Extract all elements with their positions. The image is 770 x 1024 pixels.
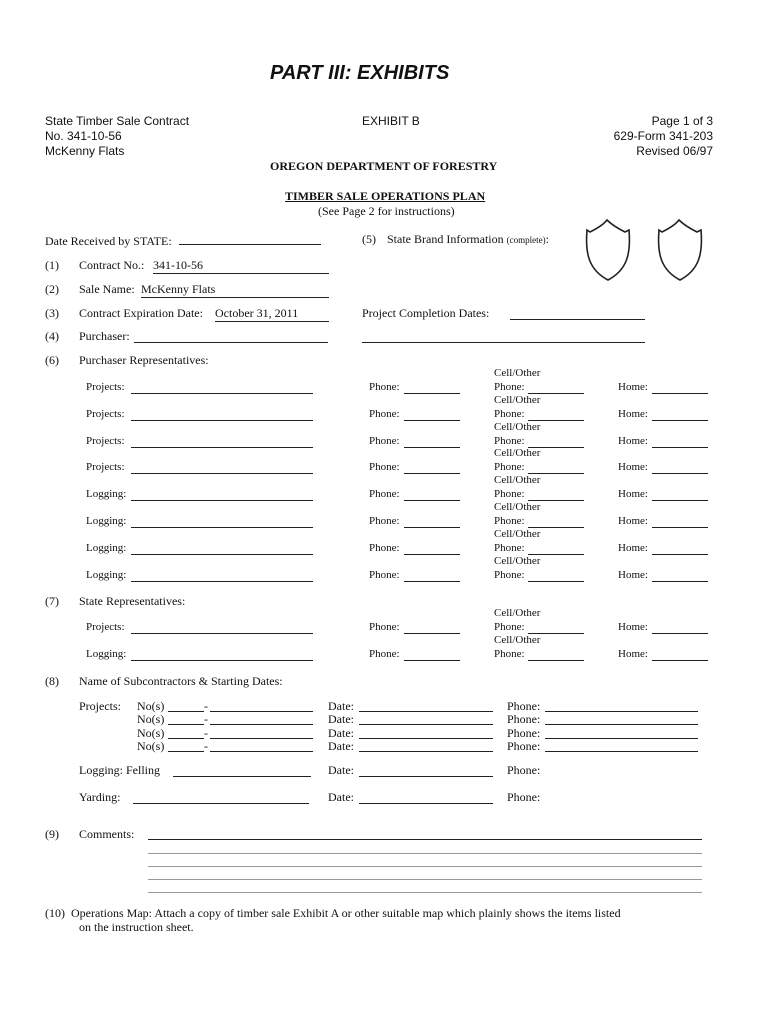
plan-subtitle: (See Page 2 for instructions)	[318, 204, 455, 218]
cell-label: Cell/Other	[494, 393, 541, 406]
item8-row	[45, 674, 283, 689]
start-date-field[interactable]	[359, 713, 493, 725]
home-label: Home:	[618, 461, 648, 474]
item2-label: Sale Name:	[79, 282, 135, 296]
nos-label: No(s)	[137, 699, 165, 713]
felling-date-label: Date:	[328, 763, 354, 777]
item3-label: Contract Expiration Date:	[79, 306, 203, 320]
nos-field[interactable]	[168, 740, 204, 752]
item3-row	[45, 306, 299, 321]
item-number: (8)	[45, 674, 59, 688]
cell-label: Cell/Other	[494, 420, 541, 433]
nos-field[interactable]	[168, 713, 204, 725]
phone-field[interactable]	[404, 543, 460, 555]
header-left	[45, 114, 189, 159]
item2-row	[45, 282, 216, 297]
start-date-field[interactable]	[359, 740, 493, 752]
form-number: 629-Form 341-203	[613, 129, 713, 143]
dash-separator: -	[204, 738, 208, 753]
phone-label: Phone:	[369, 621, 400, 633]
rep-type-label: Logging:	[86, 648, 127, 660]
cell-label: Cell/Other	[494, 554, 541, 567]
rep-name-field[interactable]	[131, 543, 313, 555]
logging-label: Logging:	[79, 763, 123, 777]
home-label: Home:	[618, 541, 648, 554]
item-number: (10)	[45, 906, 65, 920]
rep-name-field[interactable]	[131, 409, 313, 421]
subcontractor-phone-field[interactable]	[545, 727, 698, 739]
home-label: Home:	[618, 381, 648, 393]
rep-type-label: Logging:	[86, 515, 127, 527]
date-label: Date:	[328, 699, 354, 713]
phone-field[interactable]	[404, 489, 460, 501]
cell-phone-field[interactable]	[528, 409, 584, 421]
cell-label: Cell/Other	[494, 501, 541, 513]
comments-line[interactable]	[148, 866, 702, 867]
home-phone-field[interactable]	[652, 462, 708, 474]
dash-separator: -	[204, 712, 208, 727]
cell-phone-field[interactable]	[528, 543, 584, 555]
item-number: (1)	[45, 258, 59, 272]
date-label: Date:	[328, 712, 354, 727]
cell-phone-field[interactable]	[528, 489, 584, 501]
home-label: Home:	[618, 488, 648, 501]
date-received-row	[45, 232, 321, 249]
start-date-field[interactable]	[359, 700, 493, 712]
nos-field[interactable]	[168, 700, 204, 712]
department-name: OREGON DEPARTMENT OF FORESTRY	[270, 159, 498, 173]
date-received-label: Date Received by STATE:	[45, 234, 172, 248]
item5-label: State Brand Information	[387, 232, 504, 246]
sale-name-field[interactable]: McKenny Flats	[141, 282, 329, 298]
item5-row	[362, 232, 549, 247]
phone-label: Phone:	[369, 515, 400, 527]
cell-label: Cell/Other	[494, 527, 541, 540]
cell-phone-label: Phone:	[494, 648, 525, 660]
item6-label: Purchaser Representatives:	[79, 353, 209, 367]
project-completion-field-2[interactable]	[362, 330, 645, 343]
felling-phone-label: Phone:	[507, 763, 541, 777]
phone-field[interactable]	[404, 649, 460, 661]
home-phone-field[interactable]	[652, 382, 708, 394]
subcontractor-name-field[interactable]	[210, 727, 313, 739]
cell-label: Cell/Other	[494, 447, 541, 460]
plan-title: TIMBER SALE OPERATIONS PLAN	[285, 189, 486, 203]
home-label: Home:	[618, 515, 648, 527]
subcontractor-phone-field[interactable]	[545, 700, 698, 712]
item7-label: State Representatives:	[79, 594, 186, 608]
cell-phone-field[interactable]	[528, 382, 584, 394]
phone-label: Phone:	[369, 648, 400, 660]
cell-phone-label: Phone:	[494, 381, 525, 393]
cell-phone-label: Phone:	[494, 515, 525, 527]
item-number: (5)	[362, 232, 376, 246]
comments-line[interactable]	[148, 892, 702, 893]
exhibit-label: EXHIBIT B	[362, 114, 420, 128]
cell-label: Cell/Other	[494, 634, 541, 646]
dash-separator: -	[204, 699, 208, 713]
shield-icon	[587, 220, 630, 280]
start-date-field[interactable]	[359, 727, 493, 739]
home-label: Home:	[618, 407, 648, 420]
phone-field[interactable]	[404, 382, 460, 394]
phone-label: Phone:	[369, 461, 400, 474]
rep-type-label: Projects:	[86, 434, 125, 447]
nos-label: No(s)	[137, 712, 165, 727]
rep-name-field[interactable]	[131, 649, 313, 661]
item-number: (4)	[45, 329, 59, 343]
phone-field[interactable]	[404, 570, 460, 582]
purchaser-field[interactable]	[134, 330, 328, 343]
phone-field[interactable]	[404, 622, 460, 634]
home-phone-field[interactable]	[652, 649, 708, 661]
rep-name-field[interactable]	[131, 436, 313, 448]
home-phone-field[interactable]	[652, 543, 708, 555]
subcontractor-phone-field[interactable]	[545, 713, 698, 725]
yarding-phone-label: Phone:	[507, 790, 541, 804]
date-label: Date:	[328, 738, 354, 753]
cell-phone-label: Phone:	[494, 461, 525, 474]
phone-field[interactable]	[404, 462, 460, 474]
item10-row	[45, 906, 621, 934]
subcontractor-name-field[interactable]	[210, 713, 313, 725]
rep-type-label: Logging:	[86, 541, 127, 554]
nos-field[interactable]	[168, 727, 204, 739]
home-label: Home:	[618, 621, 648, 633]
header-right	[614, 114, 713, 159]
contract-no-field[interactable]: 341-10-56	[153, 258, 329, 274]
subcontractor-name-field[interactable]	[210, 740, 313, 752]
comments-line[interactable]	[148, 879, 702, 880]
date-received-field[interactable]	[179, 232, 321, 245]
phone-label: Phone:	[507, 738, 541, 753]
yarding-date-field[interactable]	[359, 791, 493, 804]
rep-name-field[interactable]	[131, 570, 313, 582]
item9-label: Comments:	[79, 827, 135, 841]
item-number: (2)	[45, 282, 59, 296]
item10-text: Operations Map: Attach a copy of timber sale Exhibit A or other suitable map which plainly shows the items listed	[71, 906, 621, 920]
item4-row	[45, 329, 130, 344]
cell-phone-field[interactable]	[528, 649, 584, 661]
comments-line[interactable]	[148, 839, 702, 840]
rep-type-label: Logging:	[86, 568, 127, 581]
date-label: Date:	[328, 725, 354, 740]
yarding-field[interactable]	[133, 791, 309, 804]
cell-phone-label: Phone:	[494, 434, 525, 447]
phone-field[interactable]	[404, 516, 460, 528]
shield-icon	[659, 220, 702, 280]
phone-label: Phone:	[369, 434, 400, 447]
phone-label: Phone:	[507, 725, 541, 740]
cell-phone-field[interactable]	[528, 570, 584, 582]
nos-label: No(s)	[137, 738, 165, 753]
item10-text-cont: on the instruction sheet.	[79, 920, 194, 934]
phone-label: Phone:	[507, 712, 541, 727]
cell-label: Cell/Other	[494, 367, 541, 379]
rep-name-field[interactable]	[131, 489, 313, 501]
comments-line[interactable]	[148, 853, 702, 854]
cell-phone-label: Phone:	[494, 407, 525, 420]
rep-name-field[interactable]	[131, 462, 313, 474]
subcontractor-phone-field[interactable]	[545, 740, 698, 752]
cell-phone-field[interactable]	[528, 462, 584, 474]
item5-colon: :	[545, 232, 549, 246]
cell-phone-label: Phone:	[494, 621, 525, 633]
felling-date-field[interactable]	[359, 764, 493, 777]
rep-type-label: Projects:	[86, 621, 125, 633]
rep-type-label: Logging:	[86, 488, 127, 501]
phone-label: Phone:	[369, 541, 400, 554]
phone-label: Phone:	[507, 699, 541, 713]
phone-field[interactable]	[404, 436, 460, 448]
felling-field[interactable]	[173, 764, 311, 777]
contract-type: State Timber Sale Contract	[45, 114, 190, 128]
yarding-date-label: Date:	[328, 790, 354, 804]
home-label: Home:	[618, 434, 648, 447]
phone-label: Phone:	[369, 488, 400, 501]
cell-phone-field[interactable]	[528, 516, 584, 528]
page-number: Page 1 of 3	[651, 114, 713, 128]
item4-label: Purchaser:	[79, 329, 130, 343]
page-title: PART III: EXHIBITS	[270, 62, 450, 84]
rep-name-field[interactable]	[131, 516, 313, 528]
expiration-date-field[interactable]: October 31, 2011	[215, 306, 329, 322]
cell-label: Cell/Other	[494, 607, 541, 619]
cell-phone-field[interactable]	[528, 622, 584, 634]
project-completion-field[interactable]	[510, 307, 645, 320]
project-completion-label: Project Completion Dates:	[362, 306, 490, 320]
item-number: (6)	[45, 353, 59, 367]
cell-phone-label: Phone:	[494, 568, 525, 581]
item-number: (9)	[45, 827, 59, 841]
contract-number: No. 341-10-56	[45, 129, 122, 143]
phone-label: Phone:	[369, 407, 400, 420]
felling-label: Felling	[126, 763, 161, 777]
subcontractor-projects-label: Projects:	[79, 699, 121, 713]
item-number: (7)	[45, 594, 59, 608]
rep-type-label: Projects:	[86, 381, 125, 393]
item5-note: (complete)	[506, 235, 546, 245]
home-phone-field[interactable]	[652, 622, 708, 634]
item6-row	[45, 353, 209, 368]
phone-label: Phone:	[369, 381, 400, 393]
sale-name: McKenny Flats	[45, 144, 125, 158]
phone-label: Phone:	[369, 568, 400, 581]
home-phone-field[interactable]	[652, 409, 708, 421]
item7-row	[45, 594, 186, 609]
dash-separator: -	[204, 725, 208, 740]
yarding-label: Yarding:	[79, 790, 121, 804]
cell-phone-field[interactable]	[528, 436, 584, 448]
nos-label: No(s)	[137, 725, 165, 740]
home-phone-field[interactable]	[652, 436, 708, 448]
brand-shields	[582, 218, 712, 282]
cell-phone-label: Phone:	[494, 488, 525, 501]
cell-phone-label: Phone:	[494, 541, 525, 554]
cell-label: Cell/Other	[494, 474, 541, 487]
home-label: Home:	[618, 648, 648, 660]
rep-type-label: Projects:	[86, 407, 125, 420]
home-phone-field[interactable]	[652, 489, 708, 501]
phone-field[interactable]	[404, 409, 460, 421]
item8-label: Name of Subcontractors & Starting Dates:	[79, 674, 283, 688]
item-number: (3)	[45, 306, 59, 320]
item1-label: Contract No.:	[79, 258, 145, 272]
rep-name-field[interactable]	[131, 382, 313, 394]
revision: Revised 06/97	[636, 144, 713, 158]
logging-felling-row	[79, 763, 160, 778]
home-phone-field[interactable]	[652, 570, 708, 582]
rep-name-field[interactable]	[131, 622, 313, 634]
item9-row	[45, 827, 135, 842]
subcontractor-name-field[interactable]	[210, 700, 313, 712]
item1-row	[45, 258, 203, 273]
rep-type-label: Projects:	[86, 461, 125, 474]
home-label: Home:	[618, 568, 648, 581]
home-phone-field[interactable]	[652, 516, 708, 528]
